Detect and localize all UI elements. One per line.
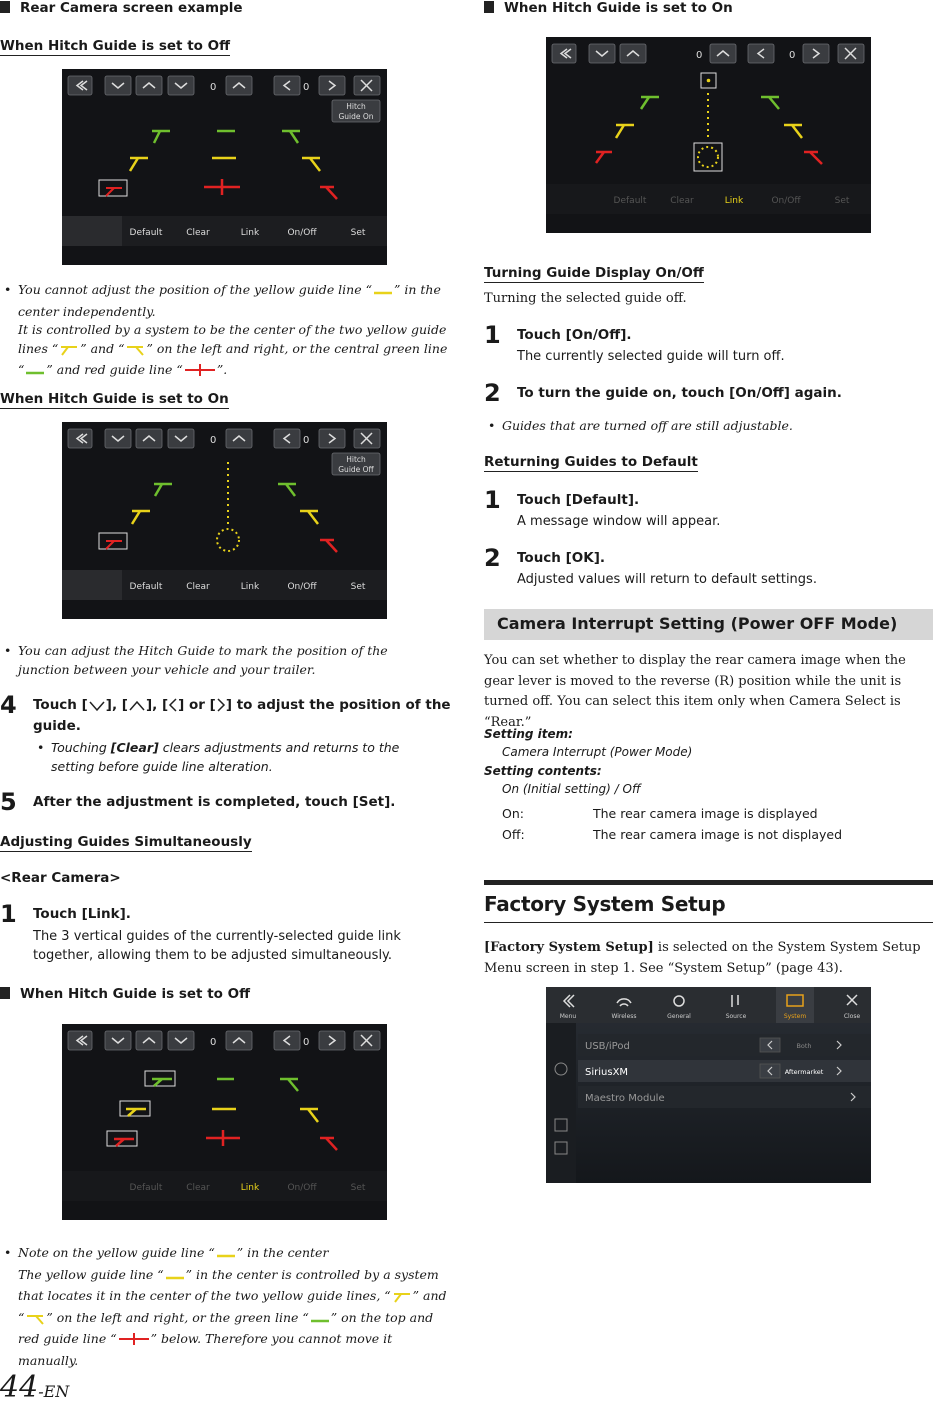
green-line-icon [24, 364, 46, 383]
svg-text:On/Off: On/Off [287, 582, 317, 592]
svg-text:Guide On: Guide On [338, 112, 374, 121]
down-arrow-icon [88, 700, 106, 716]
svg-text:Hitch: Hitch [346, 102, 366, 111]
down-button [105, 429, 131, 448]
svg-text:Clear: Clear [186, 1183, 210, 1193]
step-5: 5 After the adjustment is completed, touch [Set]. [0, 788, 396, 816]
up-button [226, 76, 252, 95]
yellow-left-guide-icon [391, 1289, 413, 1309]
svg-text:Clear: Clear [186, 582, 210, 592]
svg-text:General: General [667, 1013, 691, 1020]
camera-screen-link [62, 1024, 387, 1220]
right-button [319, 76, 345, 95]
setting-contents-label: Setting contents: [484, 764, 602, 778]
right-button [319, 429, 345, 448]
yellow-line-icon [215, 1247, 237, 1266]
svg-text:0: 0 [303, 1037, 310, 1048]
svg-text:Link: Link [240, 228, 260, 238]
note-yellow-center: • Note on the yellow guide line “ ” in the center The yellow guide line “ ” in the center is controlled by a system that locates it in the center of the two yellow guide lines, “ ” and “ ” on the left and right, or the green line “ ” on the top and red guide line “ ” below. Therefore you cannot move it manually. [4, 1245, 447, 1368]
adjusting-simultaneously-heading: Adjusting Guides Simultaneously [0, 834, 252, 850]
red-cross-icon [183, 363, 217, 383]
svg-text:Set: Set [350, 228, 366, 238]
up-button [136, 1031, 162, 1050]
note-yellow-guide: • You cannot adjust the position of the yellow guide line “ ” in the center independently. It is controlled by a system to be the center of the two yellow guide lines “ ” and “ ” on the left and right, or the central green line “ ” and red guide line “ ”. [18, 281, 448, 383]
camera-screen-hitch-off [62, 69, 387, 265]
svg-text:0: 0 [303, 435, 310, 446]
svg-text:Default: Default [613, 196, 647, 206]
on-desc: The rear camera image is displayed [593, 806, 818, 821]
up-arrow-icon [128, 700, 146, 716]
svg-text:Default: Default [129, 582, 163, 592]
off-desc: The rear camera image is not displayed [593, 827, 843, 842]
left-button [274, 76, 300, 95]
left-button [748, 44, 774, 63]
svg-text:On/Off: On/Off [287, 1183, 317, 1193]
svg-text:0: 0 [696, 50, 703, 61]
down-button [105, 76, 131, 95]
right-button [319, 1031, 345, 1050]
up-button [136, 429, 162, 448]
svg-text:USB/iPod: USB/iPod [585, 1041, 630, 1052]
svg-text:Link: Link [240, 582, 260, 592]
factory-desc: [Factory System Setup] is selected on the System System Setup Menu screen in step 1. See “System Setup” (page 43). [484, 940, 921, 976]
step-1-default: 1 Touch [Default]. A message window will appear. [484, 486, 721, 529]
svg-text:Maestro Module: Maestro Module [585, 1093, 665, 1104]
down-button [589, 44, 615, 63]
svg-text:Default: Default [129, 1183, 163, 1193]
step-4: 4 Touch [ ], [ ], [ ] or [ ] to adjust the position of the guide. • Touching [Clear] clears adjustments and returns to the setting before guide line alteration. [0, 697, 448, 777]
yellow-left-guide-icon [58, 342, 80, 362]
svg-text:0: 0 [789, 50, 796, 61]
svg-text:0: 0 [210, 1037, 217, 1048]
subheading-hitch-on: When Hitch Guide is set to On [0, 391, 229, 407]
camera-interrupt-desc: You can set whether to display the rear camera image when the gear lever is moved to the reverse (R) position while the unit is turned off. You can select this item only when Camera Select is “Rear.” [484, 653, 906, 730]
svg-text:Link: Link [724, 196, 744, 206]
left-arrow-icon [168, 698, 178, 716]
rear-camera-tag: <Rear Camera> [0, 870, 121, 886]
turning-guide-heading: Turning Guide Display On/Off [484, 265, 704, 281]
turn-note: • Guides that are turned off are still adjustable. [488, 418, 793, 433]
down-button [168, 76, 194, 95]
svg-text:Guide Off: Guide Off [338, 465, 374, 474]
setting-item-label: Setting item: [484, 727, 573, 741]
svg-text:Menu: Menu [559, 1013, 577, 1020]
turning-guide-desc: Turning the selected guide off. [484, 291, 687, 306]
svg-text:Aftermarket: Aftermarket [784, 1068, 824, 1076]
right-arrow-icon [216, 698, 226, 716]
up-button [710, 44, 736, 63]
svg-text:Source: Source [725, 1013, 747, 1020]
camera-interrupt-bar: Camera Interrupt Setting (Power OFF Mode) [484, 609, 933, 640]
off-label: Off: [502, 827, 525, 842]
note-hitch-guide: • You can adjust the Hitch Guide to mark the position of the junction between your vehicle and your trailer. [4, 643, 388, 677]
factory-system-setup-heading: Factory System Setup [484, 880, 933, 923]
on-label: On: [502, 806, 524, 821]
step-2-onoff: 2 To turn the guide on, touch [On/Off] again. [484, 379, 842, 407]
down-button [168, 429, 194, 448]
svg-text:Set: Set [350, 582, 366, 592]
down-button [168, 1031, 194, 1050]
rear-camera-heading: Rear Camera screen example [0, 0, 243, 16]
svg-text:Both: Both [796, 1042, 812, 1050]
svg-text:Set: Set [834, 196, 850, 206]
page-number: 44-EN [0, 1370, 70, 1403]
svg-text:0: 0 [210, 82, 217, 93]
left-button [274, 1031, 300, 1050]
subheading-hitch-on-2: When Hitch Guide is set to On [484, 0, 733, 16]
up-button [226, 429, 252, 448]
svg-text:Hitch: Hitch [346, 455, 366, 464]
up-button [620, 44, 646, 63]
step-2-ok: 2 Touch [OK]. Adjusted values will return to default settings. [484, 544, 817, 587]
svg-text:SiriusXM: SiriusXM [585, 1067, 629, 1078]
subheading-hitch-off: When Hitch Guide is set to Off [0, 38, 231, 54]
yellow-line-icon [164, 1269, 186, 1288]
camera-screen-hitch-on [62, 422, 387, 619]
right-button [803, 44, 829, 63]
yellow-right-guide-icon [124, 342, 146, 362]
yellow-right-guide-icon [24, 1311, 46, 1331]
svg-text:Default: Default [129, 228, 163, 238]
camera-screen-hitch-on-right [546, 37, 871, 233]
subheading-hitch-off-2: When Hitch Guide is set to Off [0, 986, 250, 1002]
svg-text:Close: Close [843, 1013, 861, 1020]
svg-text:On/Off: On/Off [287, 228, 317, 238]
setting-contents-value: On (Initial setting) / Off [502, 782, 641, 796]
step-1-onoff: 1 Touch [On/Off]. The currently selected guide will turn off. [484, 321, 785, 364]
svg-text:0: 0 [303, 82, 310, 93]
svg-text:Clear: Clear [670, 196, 694, 206]
svg-text:Wireless: Wireless [611, 1013, 637, 1020]
down-button [105, 1031, 131, 1050]
returning-guides-heading: Returning Guides to Default [484, 454, 698, 470]
svg-text:Set: Set [350, 1183, 366, 1193]
green-line-icon [309, 1312, 331, 1331]
up-button [136, 76, 162, 95]
system-setup-screen [546, 987, 871, 1183]
step-1-link: 1 Touch [Link]. The 3 vertical guides of the currently-selected guide link together, allowing them to be adjusted simultaneously. [0, 900, 401, 963]
svg-text:System: System [783, 1013, 807, 1020]
yellow-line-icon [372, 284, 394, 303]
up-button [226, 1031, 252, 1050]
setting-item-value: Camera Interrupt (Power Mode) [502, 745, 693, 759]
svg-text:Link: Link [240, 1183, 260, 1193]
svg-text:0: 0 [210, 435, 217, 446]
svg-text:Clear: Clear [186, 228, 210, 238]
red-cross-icon [117, 1332, 151, 1352]
left-button [274, 429, 300, 448]
svg-text:On/Off: On/Off [771, 196, 801, 206]
step-4-note: • Touching [Clear] clears adjustments and returns to the setting before guide line alteration. [37, 740, 400, 774]
